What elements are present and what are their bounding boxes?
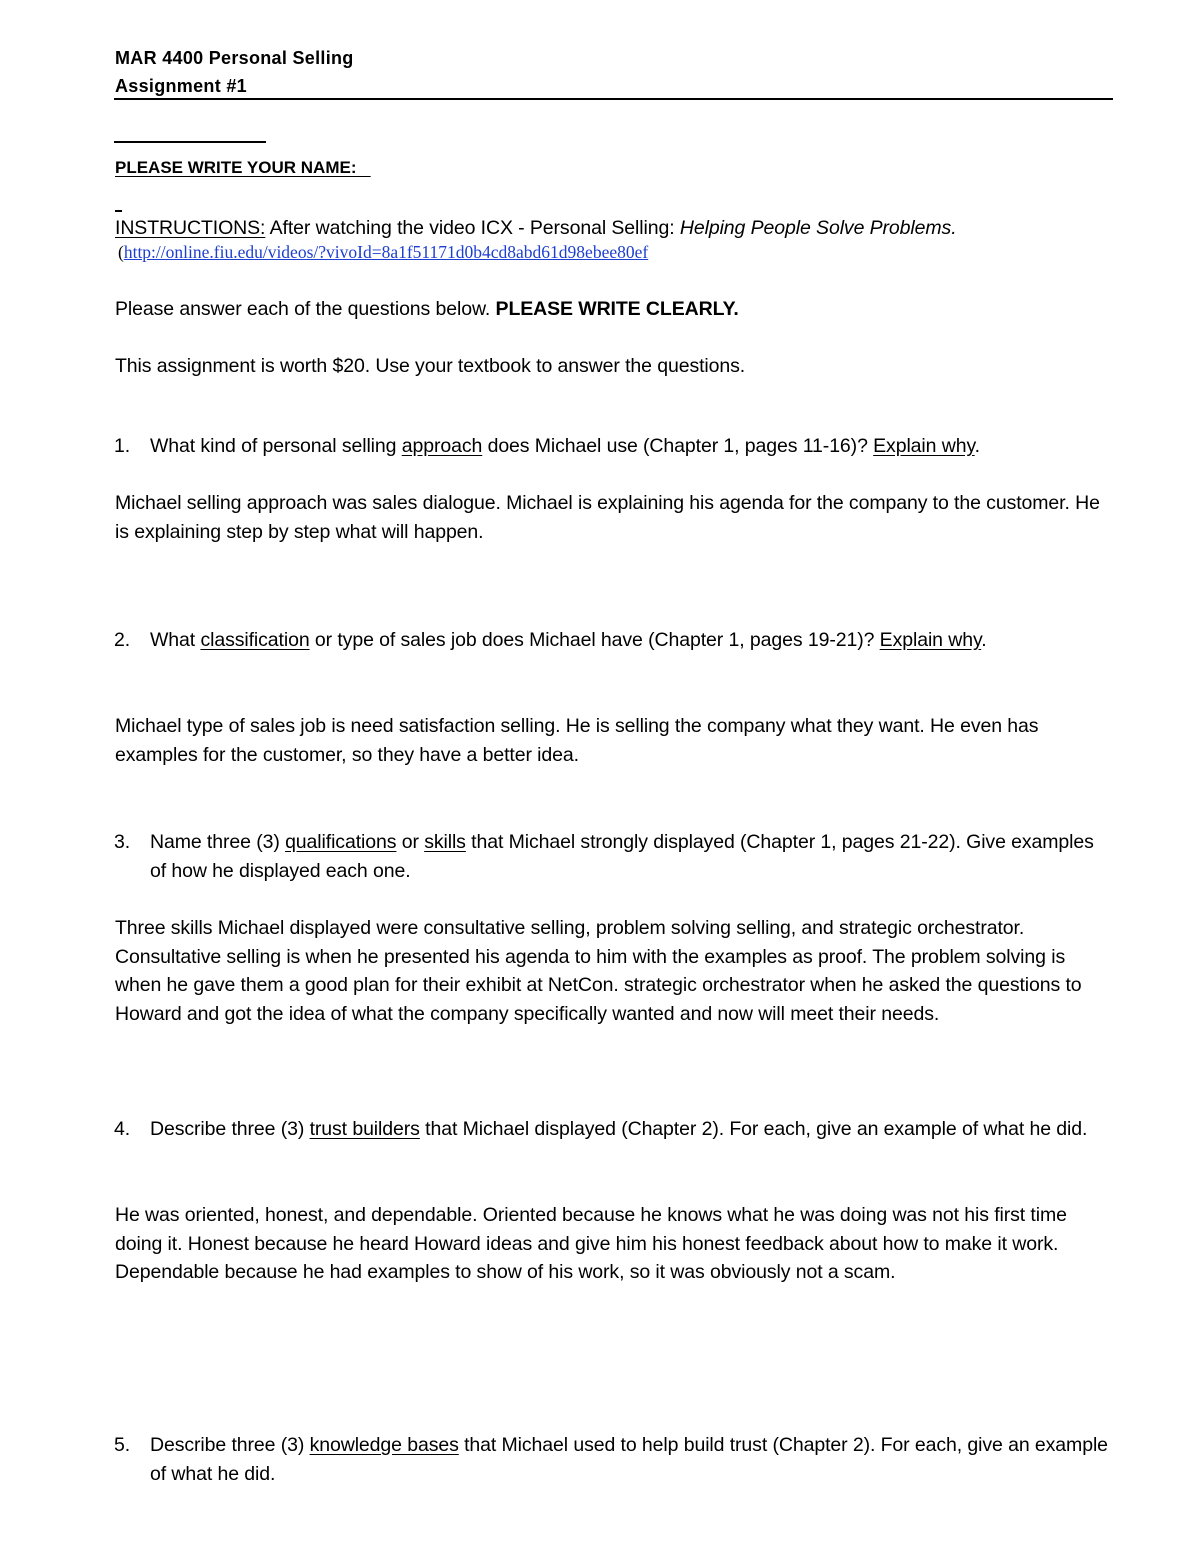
explain-why: Explain why (873, 435, 975, 457)
question-4: Describe three (3) trust builders that Michael displayed (Chapter 2). For each, give an example of what he did. (150, 1118, 1088, 1140)
question-1: What kind of personal selling approach does Michael use (Chapter 1, pages 11-16)? Explain why. (150, 435, 980, 457)
please-answer-line (115, 295, 739, 324)
question-keyword: skills (424, 831, 466, 853)
question-keyword: qualifications (285, 831, 397, 853)
question-number: 5. (114, 1434, 131, 1456)
question-number: 3. (114, 831, 131, 853)
please-answer-text: Please answer each of the questions below. (115, 298, 496, 320)
name-underscore-mark (115, 210, 122, 212)
question-keyword: trust builders (309, 1118, 420, 1140)
name-prompt: PLEASE WRITE YOUR NAME: (115, 158, 357, 177)
answer-2: Michael type of sales job is need satisfaction selling. He is selling the company what they want. He even has examples for the customer, so they have a better idea. (115, 715, 1039, 766)
question-2: What classification or type of sales job does Michael have (Chapter 1, pages 19-21)? Explain why. (150, 629, 987, 651)
instructions-line (115, 214, 1115, 243)
instructions-text: After watching the video ICX - Personal Selling: (265, 217, 680, 239)
instructions-label: INSTRUCTIONS: (115, 217, 266, 239)
answer-4: He was oriented, honest, and dependable. Oriented because he knows what he was doing was not his first time doing it. Honest because he heard Howard ideas and give him his honest feedback about how to make it work. Dependable because he had examples to show of his work, so it was obviously not a scam. (115, 1204, 1067, 1284)
question-keyword: approach (401, 435, 483, 457)
question-number: 4. (114, 1118, 131, 1140)
please-write-clearly: PLEASE WRITE CLEARLY. (495, 298, 739, 320)
answer-3: Three skills Michael displayed were consultative selling, problem solving selling, and strategic orchestrator. Consultative selling is when he presented his agenda to him with the examples as proof. The problem solving is when he gave them a good plan for their exhibit at NetCon. strategic orchestrator when he asked the questions to Howard and got the idea of what the company specifically wanted and now will meet their needs. (115, 917, 1082, 1025)
question-keyword: knowledge bases (309, 1434, 459, 1456)
video-title: Helping People Solve Problems. (679, 217, 957, 239)
question-number: 1. (114, 435, 131, 457)
assignment-title: Assignment #1 (115, 76, 247, 96)
question-5: Describe three (3) knowledge bases that Michael used to help build trust (Chapter 2). For each, give an example of what he did. (150, 1434, 1108, 1485)
question-3: Name three (3) qualifications or skills that Michael strongly displayed (Chapter 1, pages 21-22). Give examples of how he displayed each one. (150, 831, 1094, 882)
name-blank-line[interactable] (114, 141, 266, 143)
question-number: 2. (114, 629, 131, 651)
video-link[interactable]: http://online.fiu.edu/videos/?vivoId=8a1f51171d0b4cd8abd61d98ebee80ef (123, 242, 649, 262)
answer-1: Michael selling approach was sales dialogue. Michael is explaining his agenda for the company to the customer. He is explaining step by step what will happen. (115, 492, 1100, 543)
header-rule (114, 98, 1113, 100)
worth-line: This assignment is worth $20. Use your textbook to answer the questions. (115, 355, 746, 377)
question-keyword: classification (200, 629, 310, 651)
video-link-line (118, 242, 648, 263)
explain-why: Explain why (879, 629, 982, 651)
course-title: MAR 4400 Personal Selling (115, 48, 354, 68)
link-open-paren: ( (118, 242, 124, 262)
